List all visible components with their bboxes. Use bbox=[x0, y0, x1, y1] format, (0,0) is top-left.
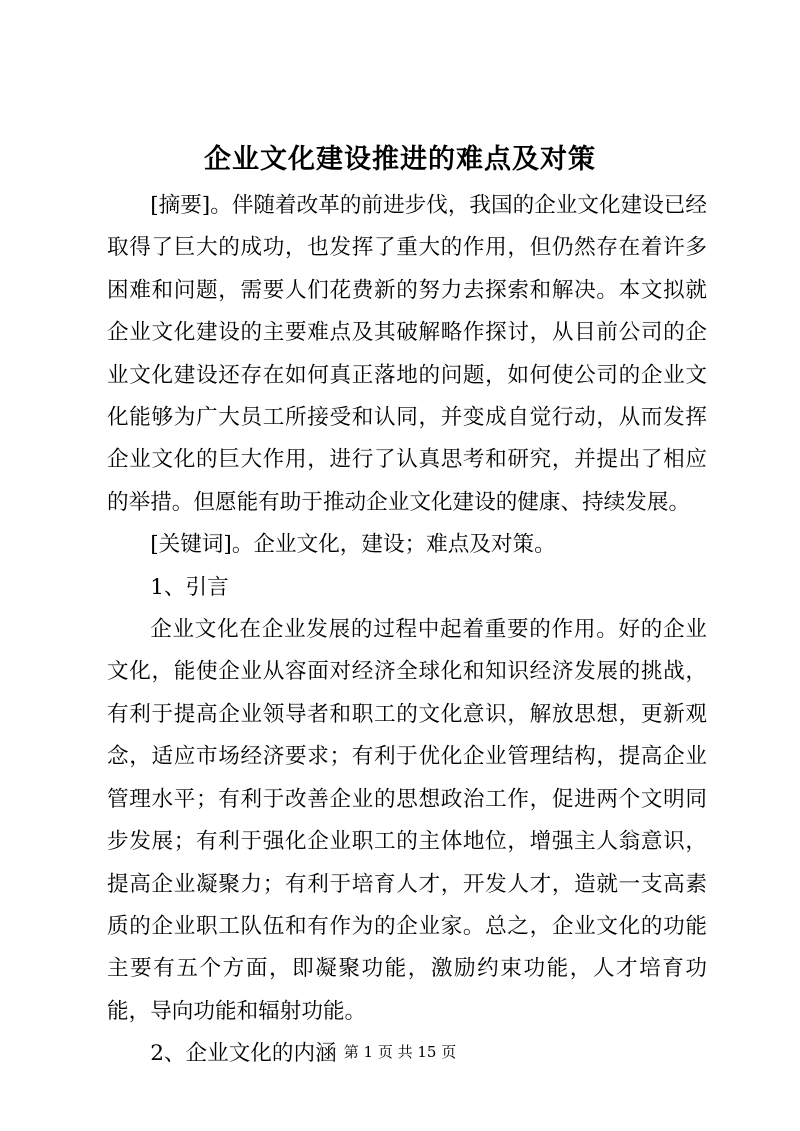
section-1-paragraph: 企业文化在企业发展的过程中起着重要的作用。好的企业文化，能使企业从容面对经济全球化和知识经济发展的挑战，有利于提高企业领导者和职工的文化意识，解放思想，更新观念，适应市场经济要求；有利于优化企业管理结构，提高企业管理水平；有利于改善企业的思想政治工作，促进两个文明同步发展；有利于强化企业职工的主体地位，增强主人翁意识，提高企业凝聚力；有利于培育人才，开发人才，造就一支高素质的企业职工队伍和有作为的企业家。总之，企业文化的功能主要有五个方面，即凝聚功能，激励约束功能，人才培育功能，导向功能和辐射功能。 bbox=[107, 617, 707, 1024]
keywords-paragraph: [关键词]。企业文化，建设；难点及对策。 bbox=[150, 532, 556, 558]
abstract-paragraph: [摘要]。伴随着改革的前进步伐，我国的企业文化建设已经取得了巨大的成功，也发挥了重大的作用，但仍然存在着许多困难和问题，需要人们花费新的努力去探索和解决。本文拟就企业文化建设的主要难点及其破解略作探讨，从目前公司的企业文化建设还存在如何真正落地的问题，如何使公司的企业文化能够为广大员工所接受和认同，并变成自觉行动，从而发挥企业文化的巨大作用，进行了认真思考和研究，并提出了相应的举措。但愿能有助于推动企业文化建设的健康、持续发展。 bbox=[107, 193, 707, 515]
document-body bbox=[107, 185, 707, 1076]
section-2-heading: 2、企业文化的内涵 bbox=[150, 1041, 337, 1067]
document-title: 企业文化建设推进的难点及对策 bbox=[204, 144, 596, 175]
section-1-heading: 1、引言 bbox=[150, 574, 229, 600]
page-number-footer: 第 1 页 共 15 页 bbox=[343, 1043, 457, 1061]
